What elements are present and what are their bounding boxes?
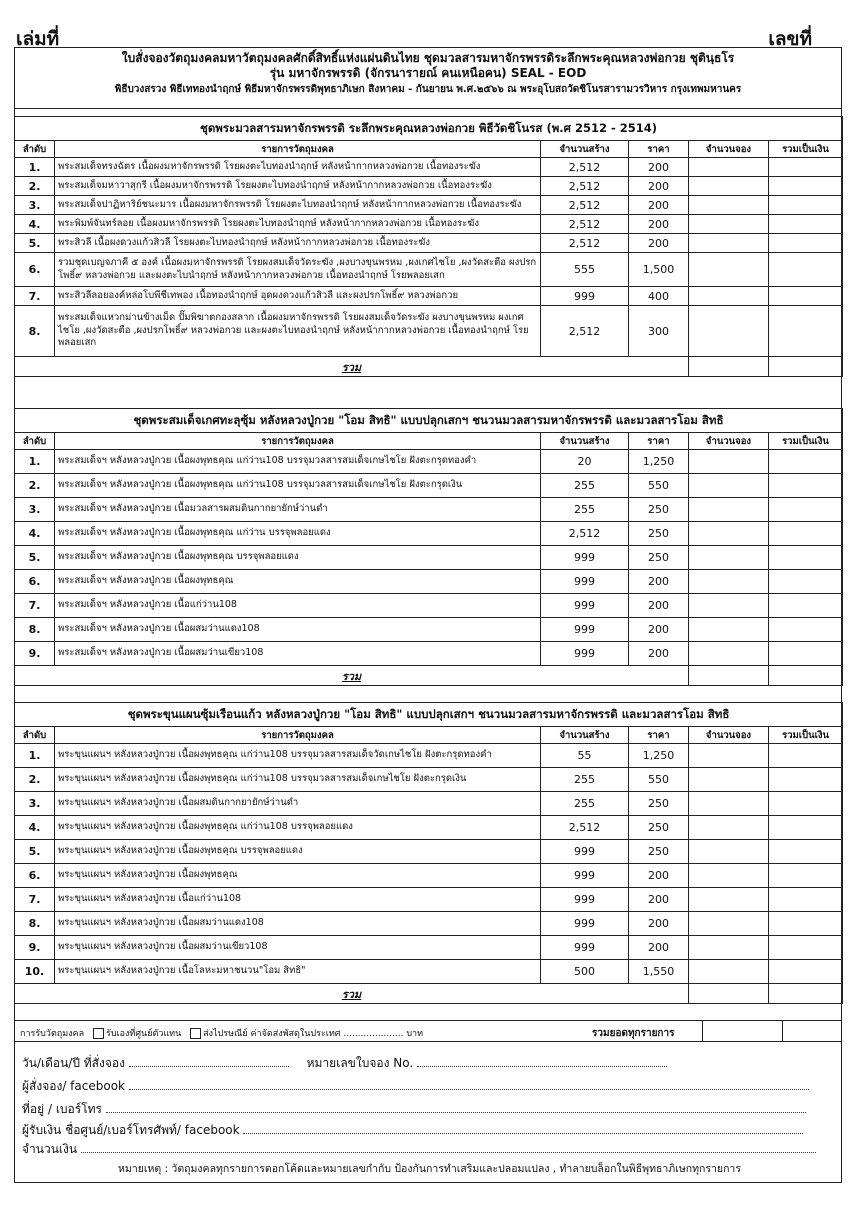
row-number: 5. [15, 546, 55, 570]
section-title-row [15, 703, 843, 727]
row-number: 8. [15, 618, 55, 642]
pickup-option-label: รับเองที่ศูนย์ตัวแทน [105, 1029, 182, 1039]
quantity-made: 999 [541, 546, 629, 570]
amount-label: จำนวนเงิน [22, 1142, 78, 1156]
order-quantity-cell[interactable] [689, 546, 769, 570]
order-no-label: หมายเลขใบจอง No. [306, 1056, 414, 1070]
row-total-cell[interactable] [769, 768, 843, 792]
table-row [15, 287, 843, 306]
row-total-cell[interactable] [769, 287, 843, 306]
delivery-options [14, 1020, 842, 1042]
orderer-label: ผู้สั่งจอง/ facebook [22, 1079, 125, 1093]
row-total-cell[interactable] [769, 522, 843, 546]
item-description: พระสมเด็จฯ หลังหลวงปู่กวย เนื้อมวลสารผสมดินกากยายักษ์ว่านดำ [55, 498, 541, 522]
order-quantity-cell[interactable] [689, 215, 769, 234]
table-row [15, 158, 843, 177]
row-total-cell[interactable] [769, 306, 843, 357]
table-row [15, 522, 843, 546]
order-date-label: วัน/เดือน/ปี ที่สั่งจอง [22, 1056, 125, 1070]
section-sum-total-cell[interactable] [769, 666, 843, 686]
table-row [15, 546, 843, 570]
column-header-total: รวมเป็นเงิน [769, 433, 843, 450]
quantity-made: 999 [541, 840, 629, 864]
form-header [14, 47, 842, 109]
table-row [15, 253, 843, 287]
order-quantity-cell[interactable] [689, 816, 769, 840]
unit-price: 1,500 [629, 253, 689, 287]
item-description: รวมชุดเบญจภาคี ๕ องค์ เนื้อผงมหาจักรพรรดิ โรยผงสมเด็จวัดระฆัง ,ผงบางขุนพรหม ,ผงเกศไชโย ,ผงวัดสะตือ ผงปรกโพธิ์๙ หลวงพ่อกวย และผงตะไบนำฤกษ์ หลังหน้ากากหลวงพ่อกวย เนื้อทองนำฤกษ์ โรยพลอยเสก [55, 253, 541, 287]
order-quantity-cell[interactable] [689, 744, 769, 768]
table-row [15, 215, 843, 234]
item-description: พระสมเด็จฯ หลังหลวงปู่กวย เนื้อผงพุทธคุณ แก่ว่าน108 บรรจุมวลสารสมเด็จเกษไชโย ฝังตะกรุดเงิน [55, 474, 541, 498]
quantity-made: 255 [541, 768, 629, 792]
section-sum-quantity-cell[interactable] [689, 984, 769, 1004]
orderer-field[interactable] [129, 1079, 809, 1090]
table-row [15, 450, 843, 474]
quantity-made: 2,512 [541, 234, 629, 253]
item-description: พระขุนแผนฯ หลังหลวงปู่กวย เนื้อผงพุทธคุณ [55, 864, 541, 888]
unit-price: 250 [629, 816, 689, 840]
form-number-label: เลขที่ [768, 28, 812, 50]
header-line-3: พิธีบวงสรวง พิธีเททองนำฤกษ์ พิธีมหาจักรพรรดิพุทธาภิเษก สิงหาคม - กันยายน พ.ศ.๒๕๖๖ ณ พระอุโบสถวัดชิโนรสารามวรวิหาร กรุงเทพมหานคร [114, 84, 742, 95]
section-title-row [15, 409, 843, 433]
order-quantity-cell[interactable] [689, 450, 769, 474]
quantity-made: 999 [541, 287, 629, 306]
unit-price: 200 [629, 196, 689, 215]
row-total-cell[interactable] [769, 570, 843, 594]
row-total-cell[interactable] [769, 864, 843, 888]
table-row [15, 912, 843, 936]
quantity-made: 999 [541, 618, 629, 642]
column-header-item: รายการวัตถุมงคล [55, 433, 541, 450]
row-total-cell[interactable] [769, 840, 843, 864]
order-quantity-cell[interactable] [689, 234, 769, 253]
item-description: พระสมเด็จฯ หลังหลวงปู่กวย เนื้อผงพุทธคุณ แก่ว่าน บรรจุพลอยแดง [55, 522, 541, 546]
address-label: ที่อยู่ / เบอร์โทร [22, 1102, 102, 1116]
receiver-label: ผู้รับเงิน ชื่อศูนย์/เบอร์โทรศัพท์/ facebook [22, 1123, 240, 1137]
table-row [15, 642, 843, 666]
item-description: พระขุนแผนฯ หลังหลวงปู่กวย เนื้อผสมดินกากยายักษ์ว่านดำ [55, 792, 541, 816]
header-line-1: ใบสั่งจองวัตถุมงคลมหาวัตถุมงคลศักดิ์สิทธิ์แห่งแผ่นดินไทย ชุดมวลสารมหาจักรพรรดิระลึกพระคุณหลวงพ่อกวย ชุตินฺธโร [121, 51, 735, 65]
table-row [15, 177, 843, 196]
column-header-qty: จำนวนสร้าง [541, 727, 629, 744]
order-quantity-cell[interactable] [689, 642, 769, 666]
quantity-made: 2,512 [541, 177, 629, 196]
footnote: หมายเหตุ : วัตถุมงคลทุกรายการตอกโค้ดและหมายเลขกำกับ ป้องกันการทำเสริมและปลอมแปลง , ทำลายบล็อกในพิธีพุทธาภิเษกทุกรายการ [118, 1163, 741, 1175]
section-2-table [14, 408, 843, 686]
order-quantity-cell[interactable] [689, 840, 769, 864]
row-total-cell[interactable] [769, 234, 843, 253]
order-quantity-cell[interactable] [689, 522, 769, 546]
section-title: ชุดพระขุนแผนซุ้มเรือนแก้ว หลังหลวงปู่กวย "โอม สิทธิ" แบบปลุกเสกฯ ชนวนมวลสารมหาจักรพรรดิ และมวลสารโอม สิทธิ [15, 703, 843, 727]
unit-price: 200 [629, 618, 689, 642]
item-description: พระขุนแผนฯ หลังหลวงปู่กวย เนื้อผงพุทธคุณ แก่ว่าน108 บรรจุมวลสารสมเด็จวัดเกษไชโย ฝังตะกรุดทองคำ [55, 744, 541, 768]
quantity-made: 999 [541, 888, 629, 912]
quantity-made: 555 [541, 253, 629, 287]
section-sum-quantity-cell[interactable] [689, 666, 769, 686]
quantity-made: 20 [541, 450, 629, 474]
row-total-cell[interactable] [769, 158, 843, 177]
unit-price: 200 [629, 594, 689, 618]
quantity-made: 2,512 [541, 522, 629, 546]
item-description: พระสมเด็จทรงฉัตร เนื้อผงมหาจักรพรรดิ โรยผงตะไบทองนำฤกษ์ หลังหน้ากากหลวงพ่อกวย เนื้อทองระฆัง [55, 158, 541, 177]
unit-price: 250 [629, 546, 689, 570]
order-no-field[interactable] [417, 1056, 667, 1067]
orderer-line [22, 1077, 809, 1096]
order-quantity-cell[interactable] [689, 253, 769, 287]
column-header-price: ราคา [629, 433, 689, 450]
row-number: 5. [15, 234, 55, 253]
quantity-made: 999 [541, 642, 629, 666]
order-quantity-cell[interactable] [689, 594, 769, 618]
table-row [15, 498, 843, 522]
section-sum-label: รวม [15, 357, 689, 377]
column-header-price: ราคา [629, 141, 689, 158]
row-number: 6. [15, 570, 55, 594]
divider [782, 1021, 783, 1042]
column-header-qty: จำนวนสร้าง [541, 141, 629, 158]
quantity-made: 999 [541, 936, 629, 960]
unit-price: 1,250 [629, 744, 689, 768]
pickup-checkbox[interactable] [93, 1028, 104, 1039]
row-total-cell[interactable] [769, 215, 843, 234]
unit-price: 200 [629, 864, 689, 888]
item-description: พระขุนแผนฯ หลังหลวงปู่กวย เนื้อผสมว่านเขียว108 [55, 936, 541, 960]
table-row [15, 936, 843, 960]
item-description: พระสมเด็จมหาวาสุกรี เนื้อผงมหาจักรพรรดิ โรยผงตะไบทองนำฤกษ์ หลังหน้ากากหลวงพ่อกวย เนื้อทองระฆัง [55, 177, 541, 196]
quantity-made: 2,512 [541, 306, 629, 357]
row-number: 1. [15, 744, 55, 768]
quantity-made: 999 [541, 912, 629, 936]
quantity-made: 2,512 [541, 158, 629, 177]
section-sum-row [15, 666, 843, 686]
postal-checkbox[interactable] [190, 1028, 201, 1039]
row-number: 6. [15, 253, 55, 287]
quantity-made: 2,512 [541, 215, 629, 234]
table-row [15, 960, 843, 984]
item-description: พระสมเด็จแหวกม่านข้างเม็ด ปั๊มพิฆาตกองสลาก เนื้อผงมหาจักรพรรดิ โรยผงสมเด็จวัดระฆัง ผงบางขุนพรหม ผงเกศไชโย ,ผงวัดสะตือ ,ผงปรกโพธิ์๙ หลวงพ่อกวย และผงตะไบทองนำฤกษ์ หลังหน้ากากหลวงพ่อกวย เนื้อทองนำฤกษ์ โรยพลอยเสก [55, 306, 541, 357]
unit-price: 250 [629, 840, 689, 864]
unit-price: 1,550 [629, 960, 689, 984]
section-sum-label: รวม [15, 984, 689, 1004]
section-sum-row [15, 984, 843, 1004]
quantity-made: 500 [541, 960, 629, 984]
unit-price: 200 [629, 912, 689, 936]
column-header-total: รวมเป็นเงิน [769, 727, 843, 744]
column-header-order: จำนวนจอง [689, 141, 769, 158]
column-header-row [15, 141, 843, 158]
delivery-label: การรับวัตถุมงคล [20, 1029, 85, 1039]
column-header-order: จำนวนจอง [689, 433, 769, 450]
section-title: ชุดพระมวลสารมหาจักรพรรดิ ระลึกพระคุณหลวงพ่อกวย พิธีวัดชิโนรส (พ.ศ 2512 - 2514) [15, 117, 843, 141]
quantity-made: 2,512 [541, 816, 629, 840]
item-description: พระขุนแผนฯ หลังหลวงปู่กวย เนื้อโลหะมหาชนวน"โอม สิทธิ" [55, 960, 541, 984]
column-header-order: จำนวนจอง [689, 727, 769, 744]
order-quantity-cell[interactable] [689, 936, 769, 960]
address-field[interactable] [106, 1102, 806, 1113]
unit-price: 200 [629, 177, 689, 196]
section-title: ชุดพระสมเด็จเกศทะลุซุ้ม หลังหลวงปู่กวย "โอม สิทธิ" แบบปลุกเสกฯ ชนวนมวลสารมหาจักรพรรดิ และมวลสารโอม สิทธิ [15, 409, 843, 433]
item-description: พระสมเด็จฯ หลังหลวงปู่กวย เนื้อผงพุทธคุณ [55, 570, 541, 594]
item-description: พระขุนแผนฯ หลังหลวงปู่กวย เนื้อผงพุทธคุณ แก่ว่าน108 บรรจุพลอยแดง [55, 816, 541, 840]
unit-price: 300 [629, 306, 689, 357]
order-quantity-cell[interactable] [689, 768, 769, 792]
unit-price: 200 [629, 642, 689, 666]
order-quantity-cell[interactable] [689, 498, 769, 522]
order-quantity-cell[interactable] [689, 864, 769, 888]
row-total-cell[interactable] [769, 474, 843, 498]
row-number: 3. [15, 792, 55, 816]
item-description: พระสิวลี เนื้อผงดวงแก้วสิวลี โรยผงตะไบทองนำฤกษ์ หลังหน้ากากหลวงพ่อกวย เนื้อทองระฆัง [55, 234, 541, 253]
unit-price: 250 [629, 792, 689, 816]
amount-field[interactable] [81, 1142, 816, 1153]
row-number: 1. [15, 158, 55, 177]
row-number: 8. [15, 912, 55, 936]
item-description: พระสมเด็จฯ หลังหลวงปู่กวย เนื้อแก่ว่าน108 [55, 594, 541, 618]
quantity-made: 255 [541, 498, 629, 522]
row-total-cell[interactable] [769, 450, 843, 474]
unit-price: 550 [629, 768, 689, 792]
row-number: 2. [15, 474, 55, 498]
postal-option-label: ส่งไปรษณีย์ ค่าจัดส่งพัสดุในประเทศ ..................... บาท [203, 1029, 424, 1039]
unit-price: 200 [629, 158, 689, 177]
unit-price: 1,250 [629, 450, 689, 474]
item-description: พระสมเด็จฯ หลังหลวงปู่กวย เนื้อผงพุทธคุณ บรรจุพลอยแดง [55, 546, 541, 570]
column-header-price: ราคา [629, 727, 689, 744]
order-quantity-cell[interactable] [689, 618, 769, 642]
row-number: 6. [15, 864, 55, 888]
row-total-cell[interactable] [769, 642, 843, 666]
row-number: 4. [15, 522, 55, 546]
order-date-field[interactable] [129, 1056, 289, 1067]
row-number: 4. [15, 215, 55, 234]
row-number: 7. [15, 594, 55, 618]
section-sum-total-cell[interactable] [769, 357, 843, 377]
item-description: พระขุนแผนฯ หลังหลวงปู่กวย เนื้อแก่ว่าน108 [55, 888, 541, 912]
order-quantity-cell[interactable] [689, 287, 769, 306]
table-row [15, 840, 843, 864]
row-number: 1. [15, 450, 55, 474]
row-total-cell[interactable] [769, 912, 843, 936]
row-number: 4. [15, 816, 55, 840]
address-line [22, 1100, 806, 1119]
quantity-made: 55 [541, 744, 629, 768]
order-quantity-cell[interactable] [689, 570, 769, 594]
row-total-cell[interactable] [769, 816, 843, 840]
unit-price: 200 [629, 888, 689, 912]
row-number: 5. [15, 840, 55, 864]
row-total-cell[interactable] [769, 177, 843, 196]
table-row [15, 618, 843, 642]
table-row [15, 196, 843, 215]
order-quantity-cell[interactable] [689, 196, 769, 215]
section-title-row [15, 117, 843, 141]
unit-price: 200 [629, 570, 689, 594]
row-total-cell[interactable] [769, 546, 843, 570]
receiver-field[interactable] [243, 1123, 803, 1134]
table-row [15, 234, 843, 253]
row-total-cell[interactable] [769, 618, 843, 642]
amount-line [22, 1140, 816, 1159]
column-header-row [15, 727, 843, 744]
order-quantity-cell[interactable] [689, 158, 769, 177]
quantity-made: 255 [541, 474, 629, 498]
section-1-table [14, 116, 843, 377]
section-sum-total-cell[interactable] [769, 984, 843, 1004]
table-row [15, 816, 843, 840]
table-row [15, 570, 843, 594]
table-row [15, 306, 843, 357]
table-row [15, 594, 843, 618]
unit-price: 400 [629, 287, 689, 306]
order-quantity-cell[interactable] [689, 912, 769, 936]
table-row [15, 744, 843, 768]
row-number: 7. [15, 287, 55, 306]
column-header-qty: จำนวนสร้าง [541, 433, 629, 450]
receiver-line [22, 1121, 803, 1140]
row-total-cell[interactable] [769, 936, 843, 960]
row-number: 3. [15, 498, 55, 522]
row-total-cell[interactable] [769, 498, 843, 522]
column-header-row [15, 433, 843, 450]
row-total-cell[interactable] [769, 253, 843, 287]
item-description: พระสมเด็จฯ หลังหลวงปู่กวย เนื้อผสมว่านเขียว108 [55, 642, 541, 666]
row-total-cell[interactable] [769, 196, 843, 215]
row-total-cell[interactable] [769, 594, 843, 618]
column-header-no: ลำดับ [15, 433, 55, 450]
order-quantity-cell[interactable] [689, 960, 769, 984]
column-header-no: ลำดับ [15, 141, 55, 158]
row-total-cell[interactable] [769, 960, 843, 984]
order-quantity-cell[interactable] [689, 888, 769, 912]
table-row [15, 768, 843, 792]
header-line-2: รุ่น มหาจักรพรรดิ (จักรนารายณ์ คนเหนือคน) SEAL - EOD [269, 66, 587, 80]
unit-price: 200 [629, 215, 689, 234]
row-total-cell[interactable] [769, 888, 843, 912]
item-description: พระสมเด็จฯ หลังหลวงปู่กวย เนื้อผงพุทธคุณ แก่ว่าน108 บรรจุมวลสารสมเด็จเกษไชโย ฝังตะกรุดทองคำ [55, 450, 541, 474]
row-number: 10. [15, 960, 55, 984]
unit-price: 200 [629, 234, 689, 253]
quantity-made: 999 [541, 864, 629, 888]
quantity-made: 999 [541, 570, 629, 594]
grand-total-label: รวมยอดทุกรายการ [592, 1028, 675, 1039]
item-description: พระสิวลีลอยองค์หล่อโบพีชีเทพอง เนื้อทองนำฤกษ์ อุดผงดวงแก้วสิวลี และผงปรกโพธิ์๙ หลวงพ่อกวย [55, 287, 541, 306]
unit-price: 550 [629, 474, 689, 498]
order-quantity-cell[interactable] [689, 792, 769, 816]
section-sum-quantity-cell[interactable] [689, 357, 769, 377]
order-quantity-cell[interactable] [689, 306, 769, 357]
column-header-no: ลำดับ [15, 727, 55, 744]
row-number: 7. [15, 888, 55, 912]
row-number: 2. [15, 177, 55, 196]
row-number: 3. [15, 196, 55, 215]
order-date-line [22, 1054, 667, 1073]
row-total-cell[interactable] [769, 792, 843, 816]
item-description: พระสมเด็จปาฏิหาริย์ชนะมาร เนื้อผงมหาจักรพรรดิ โรยผงตะไบทองนำฤกษ์ หลังหน้ากากหลวงพ่อกวย เนื้อทองระฆัง [55, 196, 541, 215]
order-quantity-cell[interactable] [689, 177, 769, 196]
table-row [15, 474, 843, 498]
item-description: พระสมเด็จฯ หลังหลวงปู่กวย เนื้อผสมว่านแดง108 [55, 618, 541, 642]
quantity-made: 999 [541, 594, 629, 618]
table-row [15, 864, 843, 888]
row-total-cell[interactable] [769, 744, 843, 768]
item-description: พระขุนแผนฯ หลังหลวงปู่กวย เนื้อผงพุทธคุณ บรรจุพลอยแดง [55, 840, 541, 864]
order-quantity-cell[interactable] [689, 474, 769, 498]
column-header-item: รายการวัตถุมงคล [55, 727, 541, 744]
divider [702, 1021, 703, 1042]
row-number: 2. [15, 768, 55, 792]
unit-price: 200 [629, 936, 689, 960]
row-number: 8. [15, 306, 55, 357]
quantity-made: 2,512 [541, 196, 629, 215]
table-row [15, 888, 843, 912]
row-number: 9. [15, 936, 55, 960]
item-description: พระพิมพ์จันทร์ลอย เนื้อผงมหาจักรพรรดิ โรยผงตะไบทองนำฤกษ์ หลังหน้ากากหลวงพ่อกวย เนื้อทองระฆัง [55, 215, 541, 234]
column-header-total: รวมเป็นเงิน [769, 141, 843, 158]
item-description: พระขุนแผนฯ หลังหลวงปู่กวย เนื้อผงพุทธคุณ แก่ว่าน108 บรรจุมวลสารสมเด็จเกษไชโย ฝังตะกรุดเงิน [55, 768, 541, 792]
section-3-table [14, 702, 843, 1004]
table-row [15, 792, 843, 816]
row-number: 9. [15, 642, 55, 666]
section-sum-row [15, 357, 843, 377]
item-description: พระขุนแผนฯ หลังหลวงปู่กวย เนื้อผสมว่านแดง108 [55, 912, 541, 936]
column-header-item: รายการวัตถุมงคล [55, 141, 541, 158]
unit-price: 250 [629, 522, 689, 546]
book-number-label: เล่มที่ [16, 28, 60, 50]
section-sum-label: รวม [15, 666, 689, 686]
unit-price: 250 [629, 498, 689, 522]
quantity-made: 255 [541, 792, 629, 816]
